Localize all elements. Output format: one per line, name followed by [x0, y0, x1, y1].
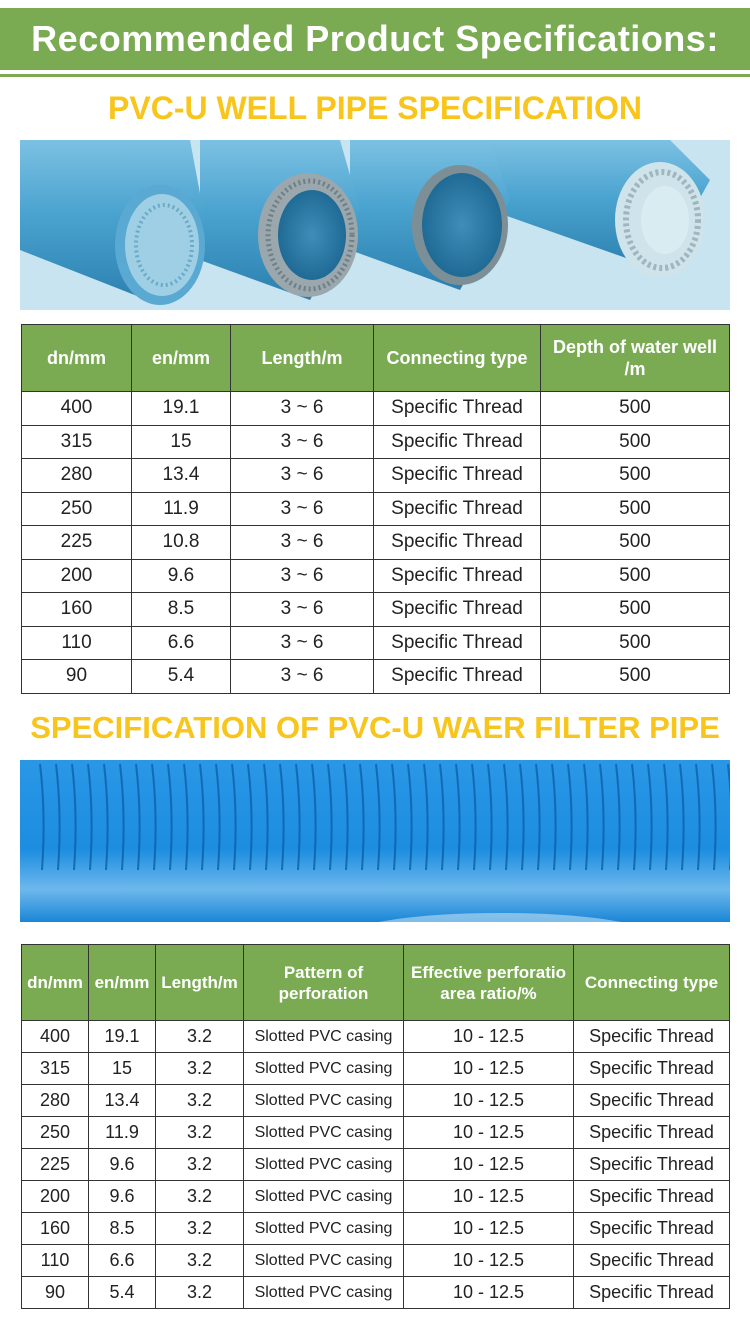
banner-underline — [0, 74, 750, 77]
table-row — [22, 1021, 730, 1053]
cell-depth: 500 — [541, 660, 730, 694]
page-title: Recommended Product Specifications: — [31, 18, 719, 59]
cell-pattern: Slotted PVC casing — [244, 1117, 404, 1149]
cell-depth: 500 — [541, 526, 730, 560]
cell-dn: 225 — [22, 1149, 89, 1181]
table-row — [22, 1085, 730, 1117]
table-row — [22, 1149, 730, 1181]
cell-length: 3.2 — [156, 1085, 244, 1117]
cell-length: 3 ~ 6 — [231, 593, 374, 627]
cell-dn: 280 — [22, 1085, 89, 1117]
cell-pattern: Slotted PVC casing — [244, 1213, 404, 1245]
cell-en: 11.9 — [132, 492, 231, 526]
table-row — [22, 1181, 730, 1213]
cell-area-ratio: 10 - 12.5 — [404, 1117, 574, 1149]
col-header-pattern: Pattern of perforation — [244, 945, 404, 1021]
cell-en: 8.5 — [132, 593, 231, 627]
cell-dn: 90 — [22, 1277, 89, 1309]
cell-depth: 500 — [541, 626, 730, 660]
table-row — [22, 459, 730, 493]
table-row — [22, 626, 730, 660]
cell-en: 5.4 — [132, 660, 231, 694]
cell-dn: 200 — [22, 559, 132, 593]
cell-en: 10.8 — [132, 526, 231, 560]
cell-area-ratio: 10 - 12.5 — [404, 1021, 574, 1053]
cell-connecting-type: Specific Thread — [574, 1149, 730, 1181]
cell-en: 13.4 — [89, 1085, 156, 1117]
cell-connecting-type: Specific Thread — [574, 1181, 730, 1213]
table-row — [22, 492, 730, 526]
cell-connecting-type: Specific Thread — [374, 526, 541, 560]
cell-en: 19.1 — [89, 1021, 156, 1053]
cell-length: 3 ~ 6 — [231, 459, 374, 493]
cell-dn: 90 — [22, 660, 132, 694]
col-header-area-ratio: Effective perforatio area ratio/% — [404, 945, 574, 1021]
cell-area-ratio: 10 - 12.5 — [404, 1213, 574, 1245]
col-header-en: en/mm — [132, 325, 231, 392]
table-row — [22, 1053, 730, 1085]
cell-dn: 110 — [22, 626, 132, 660]
cell-depth: 500 — [541, 459, 730, 493]
cell-dn: 225 — [22, 526, 132, 560]
cell-connecting-type: Specific Thread — [574, 1085, 730, 1117]
cell-length: 3 ~ 6 — [231, 626, 374, 660]
cell-pattern: Slotted PVC casing — [244, 1181, 404, 1213]
col-header-dn: dn/mm — [22, 325, 132, 392]
cell-connecting-type: Specific Thread — [574, 1213, 730, 1245]
well-pipe-title: PVC-U WELL PIPE SPECIFICATION — [108, 90, 642, 126]
cell-dn: 280 — [22, 459, 132, 493]
cell-en: 13.4 — [132, 459, 231, 493]
cell-en: 8.5 — [89, 1213, 156, 1245]
cell-length: 3.2 — [156, 1245, 244, 1277]
table-row — [22, 660, 730, 694]
table-row — [22, 425, 730, 459]
cell-dn: 160 — [22, 593, 132, 627]
cell-en: 5.4 — [89, 1277, 156, 1309]
cell-depth: 500 — [541, 392, 730, 426]
cell-connecting-type: Specific Thread — [374, 660, 541, 694]
cell-dn: 400 — [22, 1021, 89, 1053]
filter-pipe-photo — [20, 760, 730, 922]
cell-area-ratio: 10 - 12.5 — [404, 1085, 574, 1117]
cell-depth: 500 — [541, 559, 730, 593]
cell-connecting-type: Specific Thread — [574, 1117, 730, 1149]
table-row — [22, 1245, 730, 1277]
filter-pipe-title: SPECIFICATION OF PVC-U WAER FILTER PIPE — [30, 710, 720, 745]
cell-en: 19.1 — [132, 392, 231, 426]
cell-pattern: Slotted PVC casing — [244, 1085, 404, 1117]
cell-area-ratio: 10 - 12.5 — [404, 1149, 574, 1181]
col-header-length: Length/m — [231, 325, 374, 392]
cell-connecting-type: Specific Thread — [374, 425, 541, 459]
cell-connecting-type: Specific Thread — [374, 459, 541, 493]
cell-connecting-type: Specific Thread — [374, 559, 541, 593]
col-header-length: Length/m — [156, 945, 244, 1021]
table-row — [22, 593, 730, 627]
cell-connecting-type: Specific Thread — [374, 392, 541, 426]
col-header-en: en/mm — [89, 945, 156, 1021]
col-header-connecting-type: Connecting type — [374, 325, 541, 392]
cell-length: 3.2 — [156, 1149, 244, 1181]
header-banner — [0, 8, 750, 70]
cell-dn: 250 — [22, 492, 132, 526]
cell-pattern: Slotted PVC casing — [244, 1021, 404, 1053]
cell-connecting-type: Specific Thread — [574, 1277, 730, 1309]
col-header-dn: dn/mm — [22, 945, 89, 1021]
cell-en: 9.6 — [132, 559, 231, 593]
table-row — [22, 526, 730, 560]
cell-length: 3 ~ 6 — [231, 526, 374, 560]
cell-connecting-type: Specific Thread — [374, 492, 541, 526]
cell-pattern: Slotted PVC casing — [244, 1149, 404, 1181]
well-pipe-spec-table — [21, 324, 730, 694]
table-row — [22, 559, 730, 593]
cell-area-ratio: 10 - 12.5 — [404, 1053, 574, 1085]
table-header-row — [22, 325, 730, 392]
well-pipe-photo — [20, 140, 730, 310]
cell-connecting-type: Specific Thread — [374, 593, 541, 627]
cell-length: 3.2 — [156, 1277, 244, 1309]
cell-en: 9.6 — [89, 1149, 156, 1181]
filter-pipe-spec-table — [21, 944, 730, 1309]
table-row — [22, 1213, 730, 1245]
cell-pattern: Slotted PVC casing — [244, 1245, 404, 1277]
cell-connecting-type: Specific Thread — [574, 1245, 730, 1277]
cell-connecting-type: Specific Thread — [374, 626, 541, 660]
cell-depth: 500 — [541, 492, 730, 526]
cell-dn: 315 — [22, 425, 132, 459]
col-header-depth: Depth of water well /m — [541, 325, 730, 392]
cell-area-ratio: 10 - 12.5 — [404, 1277, 574, 1309]
cell-dn: 110 — [22, 1245, 89, 1277]
col-header-connecting-type: Connecting type — [574, 945, 730, 1021]
cell-length: 3.2 — [156, 1053, 244, 1085]
table-row — [22, 1117, 730, 1149]
cell-pattern: Slotted PVC casing — [244, 1053, 404, 1085]
cell-dn: 400 — [22, 392, 132, 426]
cell-en: 6.6 — [89, 1245, 156, 1277]
table-row — [22, 392, 730, 426]
cell-length: 3 ~ 6 — [231, 492, 374, 526]
cell-dn: 250 — [22, 1117, 89, 1149]
table-header-row — [22, 945, 730, 1021]
cell-connecting-type: Specific Thread — [574, 1021, 730, 1053]
cell-length: 3.2 — [156, 1213, 244, 1245]
cell-area-ratio: 10 - 12.5 — [404, 1181, 574, 1213]
cell-en: 6.6 — [132, 626, 231, 660]
cell-length: 3.2 — [156, 1021, 244, 1053]
cell-length: 3 ~ 6 — [231, 559, 374, 593]
cell-length: 3.2 — [156, 1117, 244, 1149]
cell-en: 9.6 — [89, 1181, 156, 1213]
cell-depth: 500 — [541, 593, 730, 627]
cell-pattern: Slotted PVC casing — [244, 1277, 404, 1309]
cell-depth: 500 — [541, 425, 730, 459]
cell-dn: 315 — [22, 1053, 89, 1085]
cell-en: 15 — [89, 1053, 156, 1085]
cell-dn: 200 — [22, 1181, 89, 1213]
cell-length: 3 ~ 6 — [231, 660, 374, 694]
cell-en: 11.9 — [89, 1117, 156, 1149]
cell-en: 15 — [132, 425, 231, 459]
cell-dn: 160 — [22, 1213, 89, 1245]
cell-length: 3.2 — [156, 1181, 244, 1213]
cell-length: 3 ~ 6 — [231, 425, 374, 459]
cell-length: 3 ~ 6 — [231, 392, 374, 426]
cell-area-ratio: 10 - 12.5 — [404, 1245, 574, 1277]
cell-connecting-type: Specific Thread — [574, 1053, 730, 1085]
table-row — [22, 1277, 730, 1309]
